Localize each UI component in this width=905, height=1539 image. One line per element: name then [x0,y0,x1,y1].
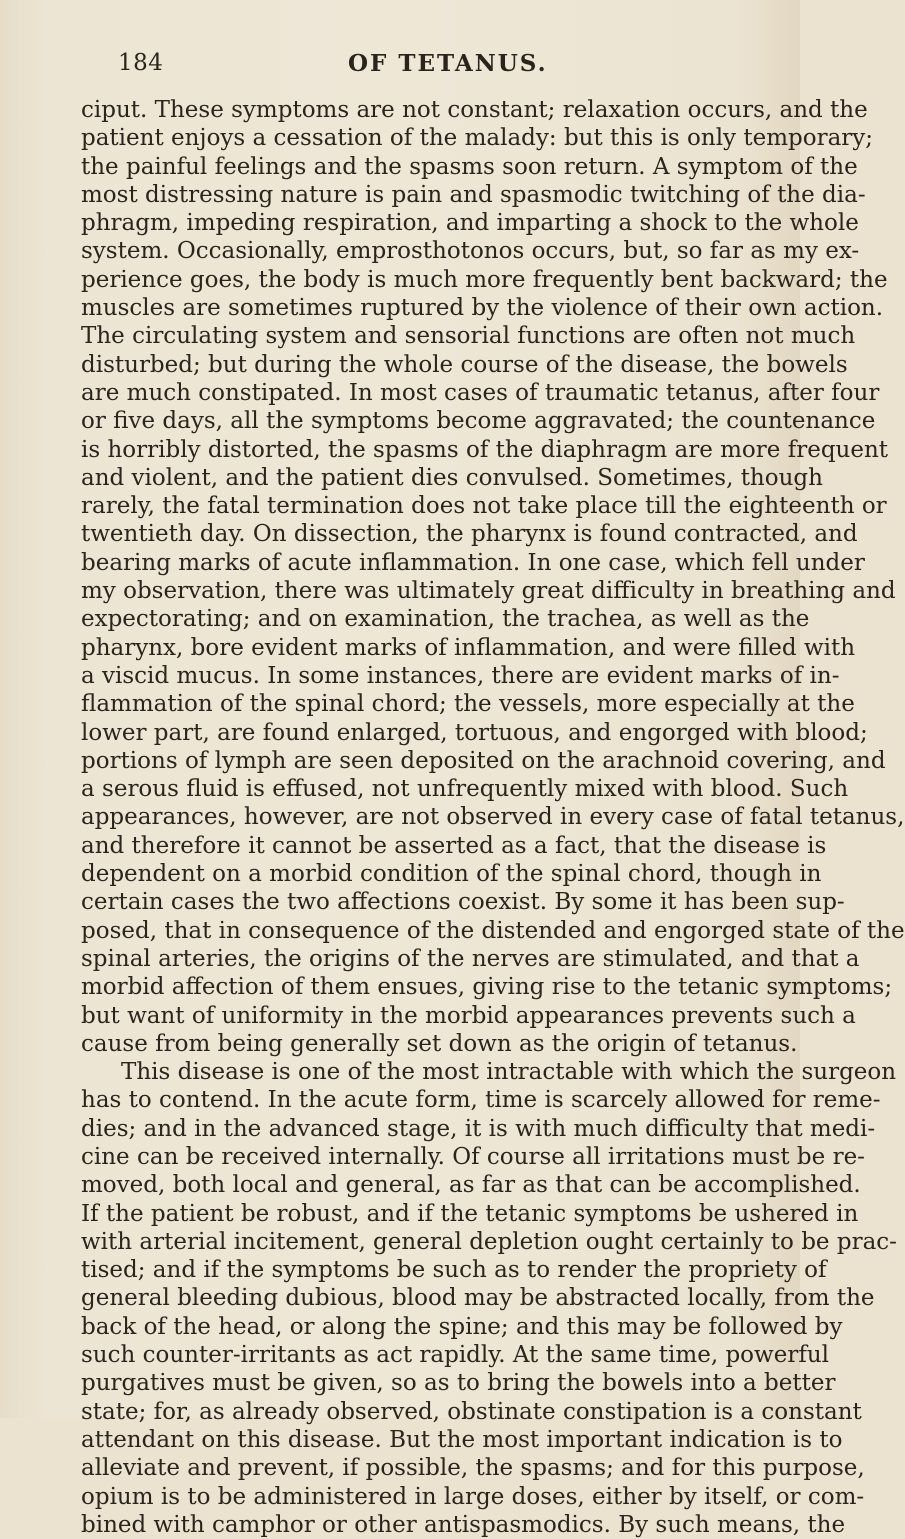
text-line: patient enjoys a cessation of the malady: but this is only temporary; [81,125,874,152]
text-line: and violent, and the patient dies convulsed. Sometimes, though [81,464,823,491]
text-line: ciput. These symptoms are not constant; relaxation occurs, and the [81,97,868,123]
text-line: alleviate and prevent, if possible, the spasms; and for this purpose, [81,1455,865,1482]
text-line: with arterial incitement, general depletion ought certainly to be prac- [81,1228,897,1255]
paragraph-start-line: This disease is one of the most intractable with which the surgeon [121,1059,897,1086]
text-line: but want of uniformity in the morbid appearances prevents such a [81,1002,856,1029]
text-line: If the patient be robust, and if the tetanic symptoms be ushered in [81,1200,859,1227]
text-line: certain cases the two affections coexist. By some it has been sup- [81,889,845,916]
text-line: general bleeding dubious, blood may be abstracted locally, from the [81,1285,875,1312]
text-line: dies; and in the advanced stage, it is with much difficulty that medi- [81,1115,876,1142]
text-line: tised; and if the symptoms be such as to render the propriety of [81,1257,827,1284]
text-line: disturbed; but during the whole course of the disease, the bowels [81,351,848,378]
text-line: such counter-irritants as act rapidly. At the same time, powerful [81,1342,829,1369]
text-line: twentieth day. On dissection, the pharynx is found contracted, and [81,521,858,548]
text-line: pharynx, bore evident marks of inflammation, and were filled with [81,634,856,661]
text-line: system. Occasionally, emprosthotonos occurs, but, so far as my ex- [81,238,860,265]
text-line: a viscid mucus. In some instances, there are evident marks of in- [81,662,840,689]
text-line: muscles are sometimes ruptured by the violence of their own action. [81,295,884,322]
text-line: The circulating system and sensorial functions are often not much [81,323,856,350]
text-line: my observation, there was ultimately great difficulty in breathing and [81,578,896,605]
page-header [118,50,772,84]
text-line: lower part, are found enlarged, tortuous, and engorged with blood; [81,719,868,746]
text-line: has to contend. In the acute form, time is scarcely allowed for reme- [81,1087,881,1114]
text-line: perience goes, the body is much more frequently bent backward; the [81,266,888,293]
text-line: the painful feelings and the spasms soon return. A symptom of the [81,153,858,180]
text-line: purgatives must be given, so as to bring the bowels into a better [81,1370,836,1397]
text-line: portions of lymph are seen deposited on the arachnoid covering, and [81,747,886,774]
text-line: bearing marks of acute inflammation. In one case, which fell under [81,549,865,576]
text-line: or five days, all the symptoms become aggravated; the countenance [81,408,876,435]
page-number: 184 [118,50,164,76]
text-line: phragm, impeding respiration, and imparting a shock to the whole [81,210,859,237]
text-line: appearances, however, are not observed in every case of fatal tetanus, [81,804,905,831]
text-line: expectorating; and on examination, the trachea, as well as the [81,606,810,633]
running-title: OF TETANUS. [348,50,548,77]
text-line: bined with camphor or other antispasmodics. By such means, the [81,1511,846,1538]
text-line: posed, that in consequence of the distended and engorged state of the [81,917,905,944]
text-line: moved, both local and general, as far as that can be accomplished. [81,1172,861,1199]
body-text [81,96,905,1539]
text-line: a serous fluid is effused, not unfrequently mixed with blood. Such [81,776,849,803]
text-line: morbid affection of them ensues, giving rise to the tetanic symptoms; [81,974,893,1001]
text-line: state; for, as already observed, obstinate constipation is a constant [81,1398,862,1425]
text-line: most distressing nature is pain and spasmodic twitching of the dia- [81,181,866,208]
text-line: are much constipated. In most cases of traumatic tetanus, after four [81,379,880,406]
paragraph-end-line: cause from being generally set down as the origin of tetanus. [81,1030,798,1057]
text-line: attendant on this disease. But the most important indication is to [81,1426,843,1453]
text-line: dependent on a morbid condition of the spinal chord, though in [81,861,822,888]
text-line: rarely, the fatal termination does not take place till the eighteenth or [81,493,887,520]
text-line: back of the head, or along the spine; and this may be followed by [81,1313,843,1340]
text-line: opium is to be administered in large doses, either by itself, or com- [81,1483,865,1510]
text-line: spinal arteries, the origins of the nerves are stimulated, and that a [81,945,860,972]
text-line: flammation of the spinal chord; the vessels, more especially at the [81,691,855,718]
text-line: and therefore it cannot be asserted as a fact, that the disease is [81,832,827,859]
text-line: is horribly distorted, the spasms of the diaphragm are more frequent [81,436,889,463]
text-line: cine can be received internally. Of course all irritations must be re- [81,1143,865,1170]
